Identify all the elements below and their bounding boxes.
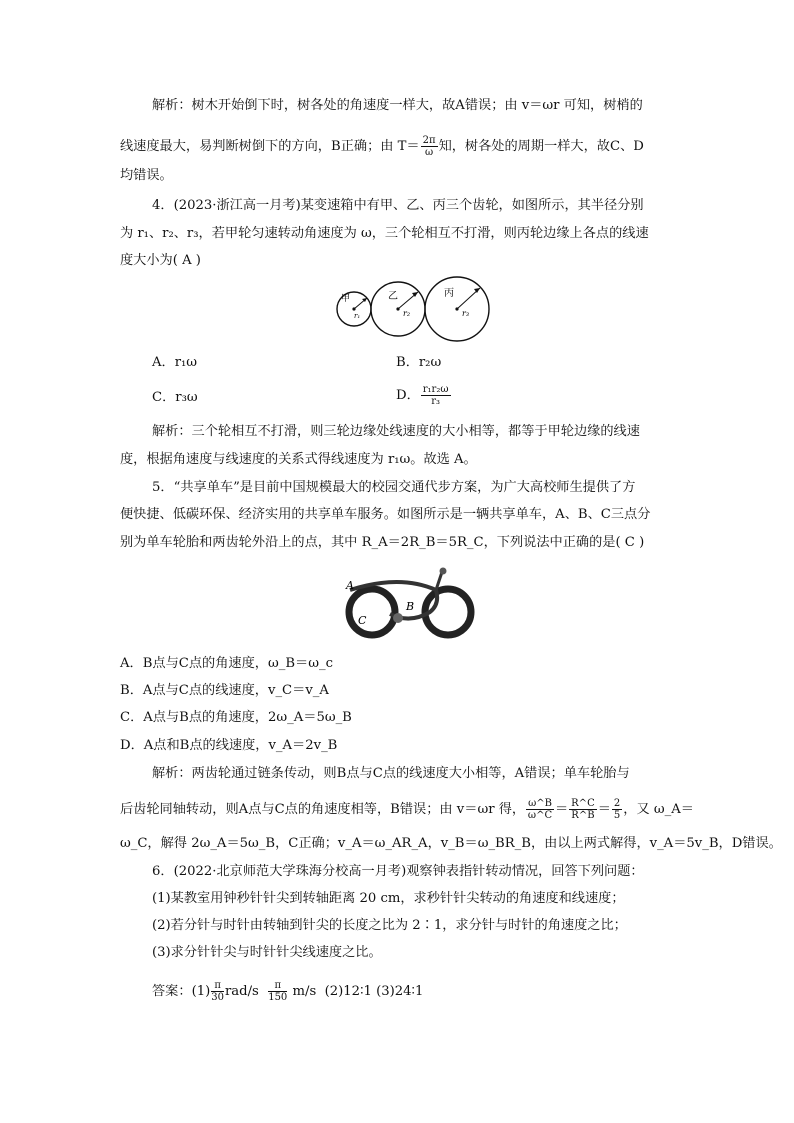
q3-analysis-line2-a: 线速度最大，易判断树倒下的方向，B正确；由 T＝ (120, 139, 420, 154)
answer-fraction-1-num: π (211, 980, 224, 992)
omega-ratio-den: ω^C (527, 810, 553, 821)
r3-label: r₃ (462, 309, 470, 318)
q5-analysis-line1: 解析：两齿轮通过链条传动，则B点与C点的线速度大小相等，A错误；单车轮胎与 (152, 766, 630, 781)
r2-label: r₂ (403, 309, 411, 318)
answer-fraction-2 (268, 980, 287, 1003)
q5-analysis-line2: 后齿轮同轴转动，则A点与C点的角速度相等，B错误；由 v＝ωr 得， $\frac{\omega\^{}B}{\omega\^{}C}$ ＝ $\frac{R\^{}C}{R\^{}B}$ ＝ $\frac{2}{5}$ ，又 ω_A＝ (120, 798, 694, 821)
q5-option-c: C．A点与B点的角速度，2ω_A＝5ω_B (120, 710, 352, 725)
q6-sub1: (1)某教室用钟秒针针尖到转轴距离 20 cm，求秒针针尖转动的角速度和线速度； (152, 891, 625, 906)
q4-option-d (396, 384, 452, 407)
q5-analysis-line2-a: 后齿轮同轴转动，则A点与C点的角速度相等，B错误；由 v＝ωr 得， (120, 802, 526, 817)
q5-analysis-line3: ω_C，解得 2ω_A＝5ω_B，C正确；v_A＝ω_AR_A，v_B＝ω_BR_B，由以上两式解得，v_A＝5v_B，D错误。 (120, 836, 782, 851)
answer-part1: (1) (191, 984, 211, 999)
q5-stem-line3: 别为单车轮胎和两齿轮外沿上的点，其中 R_A＝2R_B＝5R_C，下列说法中正确的是( C ) (120, 535, 645, 550)
answer-fraction-1-den: 30 (211, 992, 224, 1003)
answer-fraction-1 (211, 980, 224, 1003)
answer-unit-1: rad/s (224, 984, 259, 999)
r1-label: r₁ (354, 312, 361, 320)
radius-ratio-fraction (569, 798, 597, 821)
q5-stem-line1: 5．“共享单车”是目前中国规模最大的校园交通代步方案，为广大高校师生提供了方 (152, 480, 636, 495)
gears-figure (332, 276, 492, 346)
q4-stem-line1: 4．(2023·浙江高一月考)某变速箱中有甲、乙、丙三个齿轮，如图所示，其半径分别 (152, 198, 644, 213)
q3-analysis-line3: 均错误。 (120, 168, 173, 183)
answer-fraction-2-num: π (268, 980, 287, 992)
q4-option-c: C．r₃ω (152, 390, 198, 405)
q4-option-a: A．r₁ω (152, 355, 198, 370)
gear-bing-label: 丙 (444, 288, 454, 299)
q4-analysis-line2: 度，根据角速度与线速度的关系式得线速度为 r₁ω。故选 A。 (120, 452, 477, 467)
q6-stem: 6．(2022·北京师范大学珠海分校高一月考)观察钟表指针转动情况，回答下列问题： (152, 864, 644, 879)
q4-option-d-den: r₃ (431, 396, 441, 407)
value-fraction-den: 5 (613, 810, 621, 821)
point-b-label: B (406, 600, 415, 613)
q5-option-b: B．A点与C点的线速度，v_C＝v_A (120, 683, 329, 698)
q4-option-d-label: D． (396, 388, 420, 403)
bike-figure (340, 564, 476, 642)
rear-wheel (349, 589, 395, 635)
q5-analysis-line2-b: ，又 ω_A＝ (623, 802, 694, 817)
q5-option-a: A．B点与C点的角速度，ω_B＝ω_c (120, 656, 333, 671)
answer-unit-2: m/s (292, 984, 317, 999)
omega-ratio-num: ω^B (528, 798, 552, 809)
q4-option-b: B．r₂ω (396, 355, 442, 370)
q6-sub2: (2)若分针与时针由转轴到针尖的长度之比为 2∶1，求分针与时针的角速度之比； (152, 918, 627, 933)
period-fraction (421, 135, 438, 158)
value-fraction (612, 798, 622, 821)
answer-rest: (2)12∶1 (3)24∶1 (324, 984, 424, 999)
answer-fraction-2-den: 150 (268, 992, 288, 1003)
chainring (393, 613, 403, 623)
q3-analysis-line2 (120, 135, 644, 158)
answer-label: 答案： (152, 984, 192, 999)
q5-option-d: D．A点和B点的线速度，v_A＝2v_B (120, 738, 338, 753)
point-a-label: A (346, 579, 354, 592)
value-fraction-num: 2 (613, 798, 621, 809)
point-c-label: C (358, 614, 367, 627)
gear-yi-label: 乙 (388, 291, 398, 302)
q4-option-d-fraction (421, 384, 451, 407)
q3-analysis-line1: 解析：树木开始倒下时，树各处的角速度一样大，故A错误；由 v＝ωr 可知，树梢的 (152, 98, 643, 113)
handlebar (440, 568, 447, 575)
radius-ratio-num: R^C (571, 798, 595, 809)
q3-analysis-line2-b: 知，树各处的周期一样大，故C、D (438, 139, 644, 154)
q5-stem-line2: 便快捷、低碳环保、经济实用的共享单车服务。如图所示是一辆共享单车，A、B、C三点分 (120, 507, 651, 522)
q4-stem-line3: 度大小为( A ) (120, 253, 201, 268)
period-fraction-num: 2π (422, 135, 436, 146)
radius-ratio-den: R^B (571, 810, 595, 821)
q4-stem-line2: 为 r₁、r₂、r₃，若甲轮匀速转动角速度为 ω，三个轮相互不打滑，则丙轮边缘上各点的线速 (120, 226, 649, 241)
omega-ratio-fraction (526, 798, 554, 821)
q6-sub3: (3)求分针针尖与时针针尖线速度之比。 (152, 945, 382, 960)
q6-answer (152, 980, 423, 1003)
q4-option-d-num: r₁r₂ω (422, 384, 449, 395)
period-fraction-den: ω (425, 147, 434, 158)
gear-jia-label: 甲 (341, 294, 351, 304)
q4-analysis-line1: 解析：三个轮相互不打滑，则三轮边缘处线速度的大小相等，都等于甲轮边缘的线速 (152, 424, 640, 439)
